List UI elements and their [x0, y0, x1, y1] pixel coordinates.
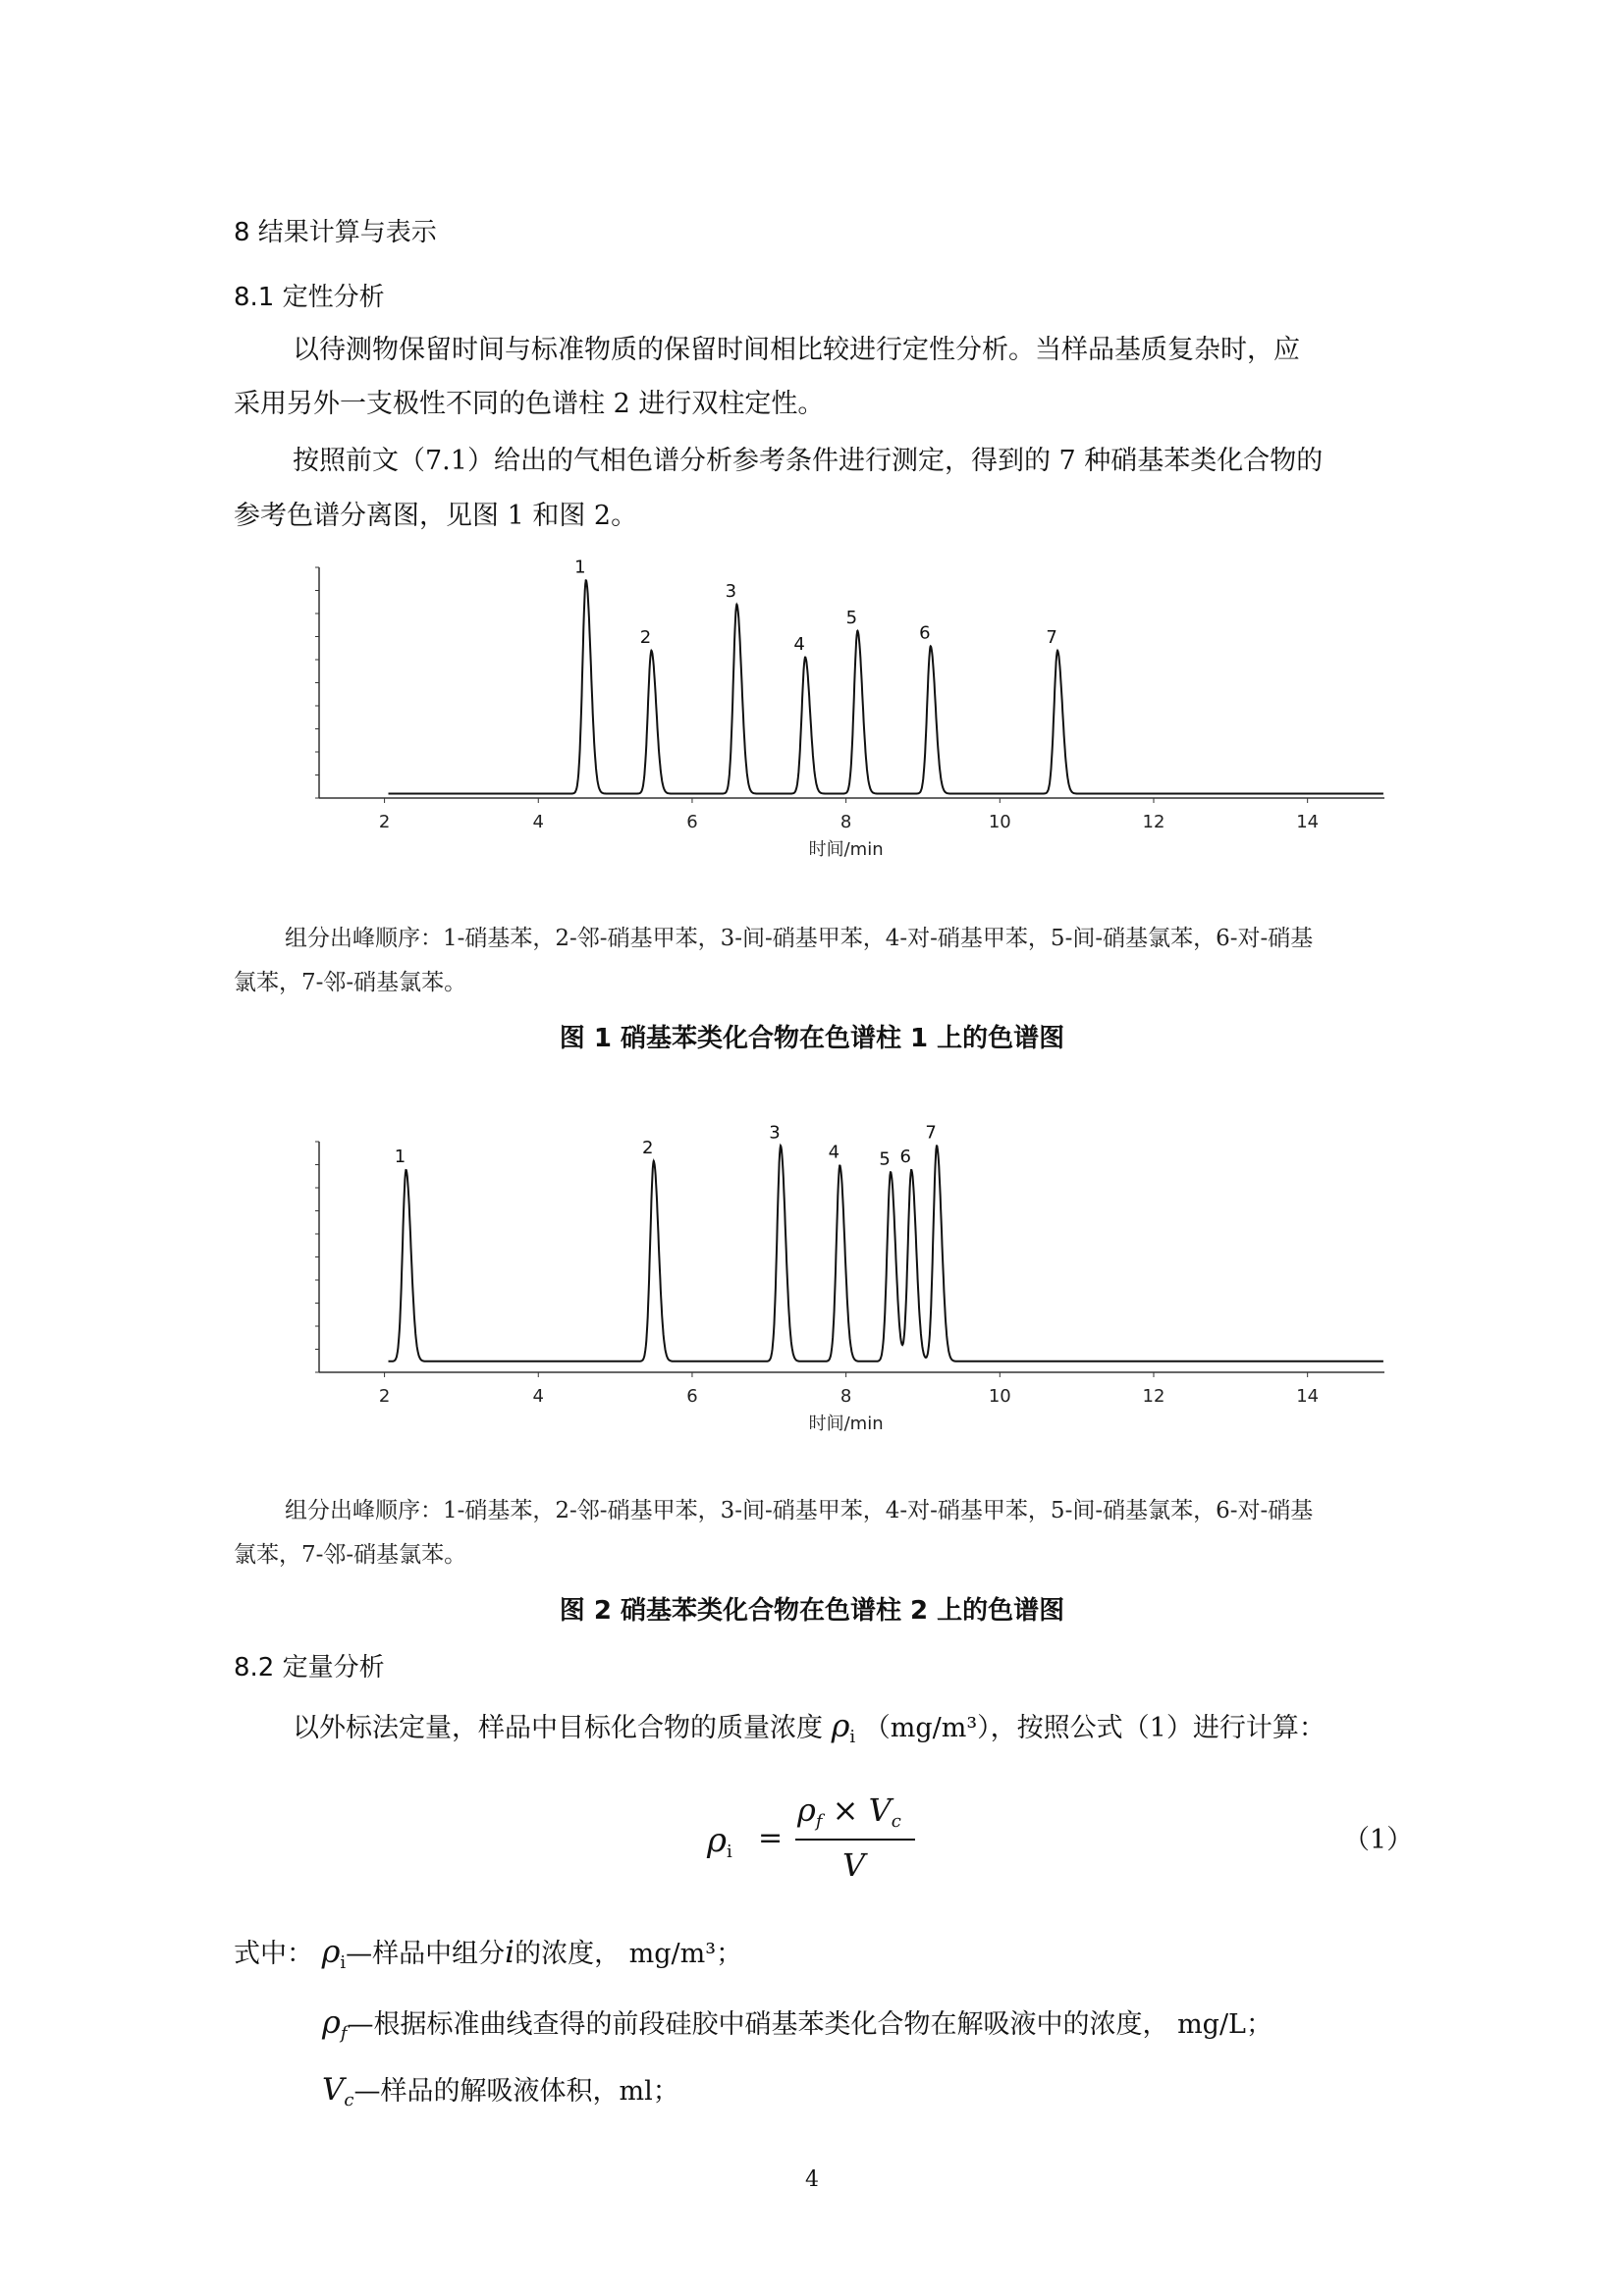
chromatogram-1: [295, 557, 1404, 898]
peak-apex-4: [839, 1164, 840, 1166]
para2-line1: 按照前文（7.1）给出的气相色谱分析参考条件进行测定，得到的 7 种硝基苯类化合物的: [293, 446, 1324, 476]
figure1-title: 图 1 硝基苯类化合物在色谱柱 1 上的色谱图: [559, 1024, 1065, 1053]
figure1-note-line1: 组分出峰顺序：1-硝基苯，2-邻-硝基甲苯，3-间-硝基甲苯，4-对-硝基甲苯，5-间-硝基氯苯，6-对-硝基: [285, 926, 1314, 951]
definition-3: $V_c—$样品的解吸液体积，ml；: [322, 2072, 679, 2110]
peak-apex-3: [780, 1145, 782, 1147]
figure2-title: 图 2 硝基苯类化合物在色谱柱 2 上的色谱图: [559, 1596, 1065, 1626]
definitions-lead: 式中：: [234, 1939, 313, 1969]
x-axis-label: 时间/min: [808, 1414, 884, 1434]
peak-apex-3: [735, 604, 737, 606]
para3-text: 以外标法定量，样品中目标化合物的质量浓度: [293, 1713, 823, 1743]
peak-label-6: 6: [919, 622, 931, 644]
formula-lhs: $\rho_i$: [707, 1821, 732, 1862]
para2-line2: 参考色谱分离图，见图 1 和图 2。: [234, 501, 638, 531]
peak-label-2: 2: [639, 627, 652, 649]
peak-apex-6: [930, 645, 932, 647]
x-tick-label: 8: [839, 1386, 852, 1407]
figure2-chart: [295, 1122, 1404, 1476]
formula-numerator: ρf × Vc: [797, 1791, 901, 1832]
peak-apex-7: [1056, 650, 1058, 652]
x-tick-label: 12: [1142, 812, 1165, 832]
peak-label-3: 3: [769, 1122, 781, 1144]
chromatogram-2: [295, 1122, 1404, 1472]
para3-unit: （mg/m³），按照公式（1）进行计算：: [863, 1713, 1326, 1743]
peak-label-7: 7: [1046, 627, 1057, 649]
x-tick-label: 2: [378, 1386, 391, 1407]
peak-label-4: 4: [793, 633, 805, 655]
formula-1: [707, 1791, 923, 1899]
para1-line2: 采用另外一支极性不同的色谱柱 2 进行双柱定性。: [234, 389, 825, 419]
definition-2: $\rho_f—$根据标准曲线查得的前段硅胶中硝基苯类化合物在解吸液中的浓度， mg/L；: [322, 2003, 1272, 2044]
peak-label-4: 4: [828, 1142, 840, 1163]
x-tick-label: 14: [1296, 1386, 1320, 1407]
peak-label-1: 1: [574, 557, 586, 578]
peak-label-2: 2: [642, 1138, 654, 1159]
figure2-note-line1: 组分出峰顺序：1-硝基苯，2-邻-硝基甲苯，3-间-硝基甲苯，4-对-硝基甲苯，5-间-硝基氯苯，6-对-硝基: [285, 1498, 1314, 1523]
figure1-chart: [295, 557, 1404, 902]
figure1-note-line2: 氯苯，7-邻-硝基氯苯。: [234, 970, 467, 995]
peak-apex-2: [650, 650, 652, 652]
def2-rho: ρ: [322, 2003, 341, 2041]
peak-apex-5: [890, 1171, 892, 1173]
para3: [293, 1701, 1326, 1752]
peak-apex-1: [405, 1169, 406, 1171]
rho-symbol: ρ: [831, 1707, 850, 1744]
x-tick-label: 4: [532, 1386, 544, 1407]
x-tick-label: 14: [1296, 812, 1320, 832]
definition-1: 式中： $\rho_i—$样品中组分i的浓度， mg/m³；: [234, 1933, 743, 1973]
equation-number: （1）: [1343, 1825, 1414, 1855]
rho-subscript: i: [849, 1727, 856, 1747]
fraction-bar: [795, 1839, 915, 1841]
figure2-note-line2: 氯苯，7-邻-硝基氯苯。: [234, 1542, 467, 1568]
x-tick-label: 12: [1142, 1386, 1165, 1407]
peak-apex-7: [936, 1145, 938, 1147]
page-number: 4: [805, 2167, 819, 2192]
peak-label-3: 3: [725, 581, 737, 603]
peak-label-6: 6: [899, 1147, 911, 1168]
peak-apex-1: [585, 579, 587, 581]
peak-label-1: 1: [394, 1147, 406, 1168]
peak-label-7: 7: [925, 1122, 937, 1144]
peak-apex-6: [910, 1169, 912, 1171]
chromatogram-trace: [389, 581, 1383, 794]
x-tick-label: 4: [532, 812, 544, 832]
chromatogram-trace: [389, 1147, 1383, 1362]
x-tick-label: 10: [988, 812, 1011, 832]
peak-apex-5: [856, 630, 858, 632]
def1-rho: ρ: [321, 1933, 341, 1970]
peak-label-5: 5: [845, 607, 858, 628]
para1-line1: 以待测物保留时间与标准物质的保留时间相比较进行定性分析。当样品基质复杂时，应: [293, 335, 1300, 365]
x-tick-label: 8: [839, 812, 852, 832]
x-tick-label: 6: [686, 812, 698, 832]
x-tick-label: 2: [378, 812, 391, 832]
formula-denominator: V: [842, 1846, 866, 1884]
section-8-heading: 8 结果计算与表示: [234, 218, 437, 247]
peak-apex-4: [804, 657, 806, 659]
section-8-2-heading: 8.2 定量分析: [234, 1653, 385, 1682]
x-tick-label: 6: [686, 1386, 698, 1407]
x-tick-label: 10: [988, 1386, 1011, 1407]
formula-equals: =: [758, 1821, 784, 1855]
peak-apex-2: [653, 1160, 655, 1162]
x-axis-label: 时间/min: [808, 839, 884, 860]
peak-label-5: 5: [879, 1148, 891, 1170]
section-8-1-heading: 8.1 定性分析: [234, 283, 385, 312]
